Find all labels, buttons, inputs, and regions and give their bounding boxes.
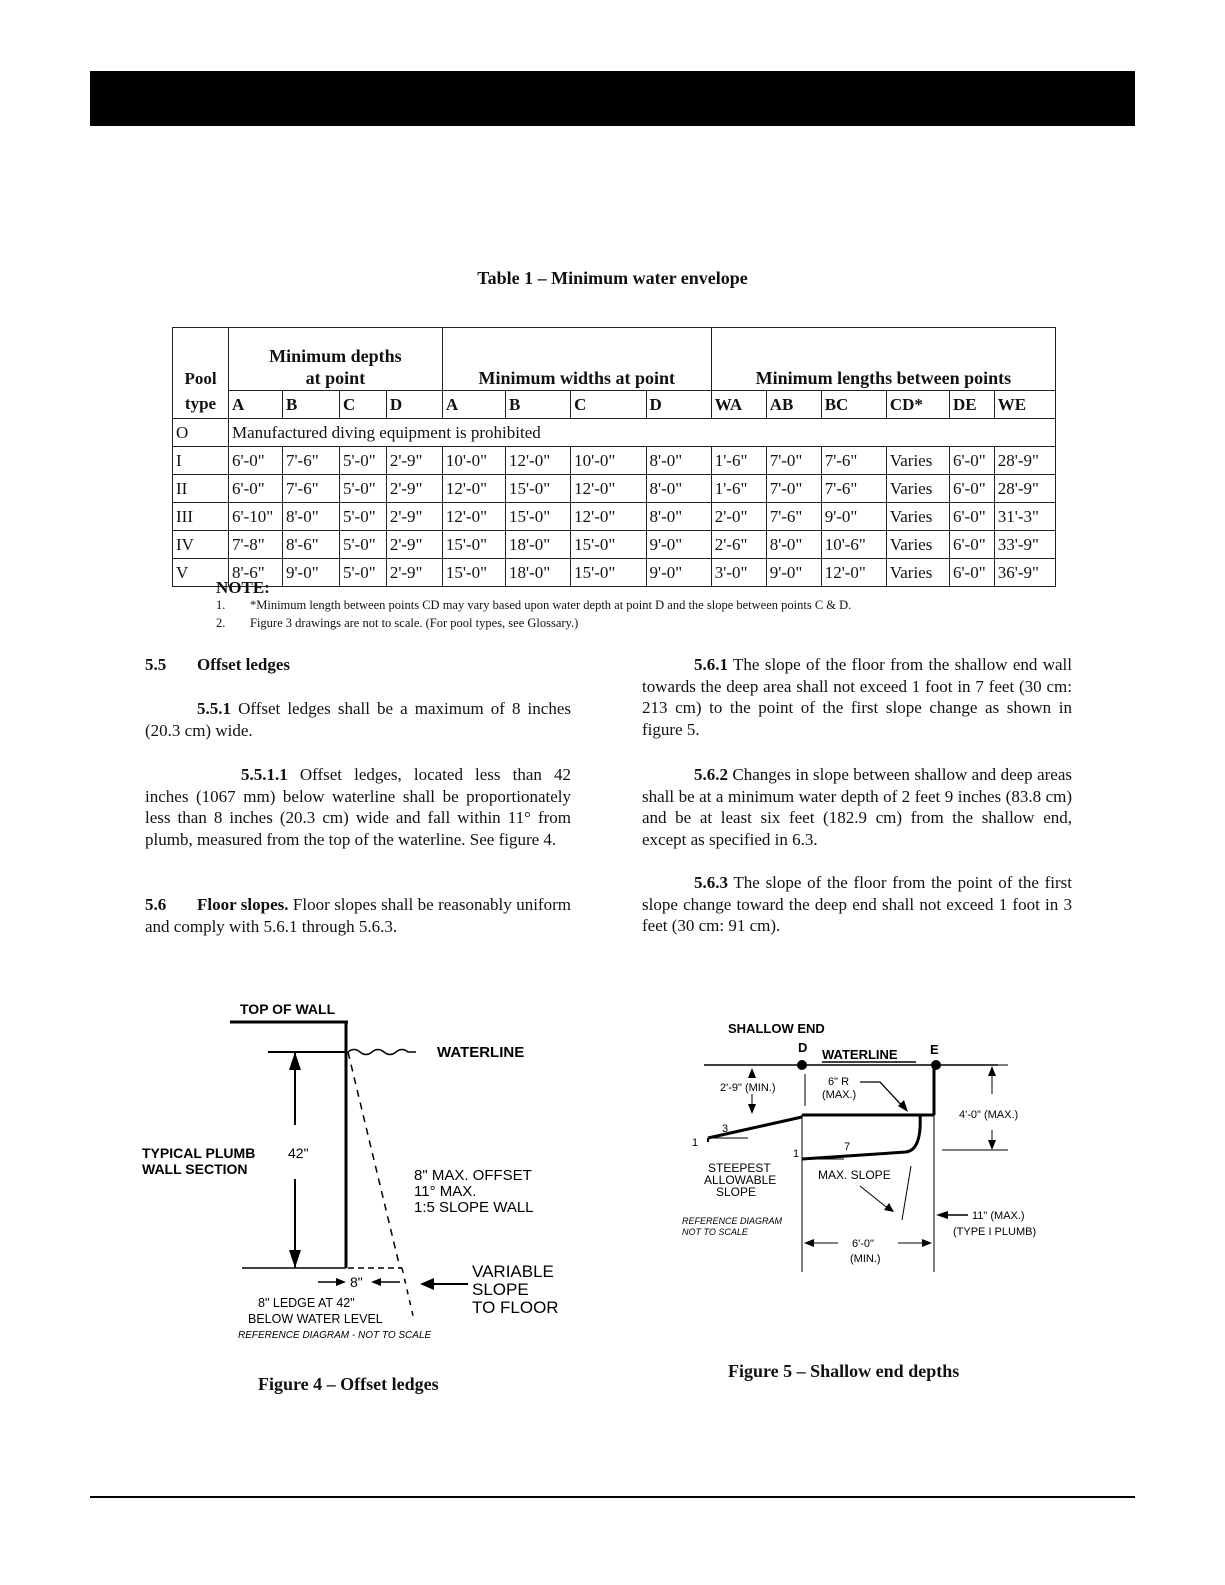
ratio-7-label: 7 [844,1141,851,1153]
paragraph-5-6-1: 5.6.1 The slope of the floor from the shallow end wall towards the deep area shall not exceed 1 foot in 7 feet (30 cm: 213 cm) to the point of the first slope change as shown in figure 5. [642,655,1072,739]
to-floor-label: TO FLOOR [472,1298,559,1317]
waterline-label: WATERLINE [822,1047,898,1062]
table-cell: 7'-6" [282,475,339,503]
table-cell: 10'-0" [442,447,505,475]
table-cell: 15'-0" [442,559,505,587]
table-cell: 2'-9" [386,559,442,587]
table-subheader-row [173,391,1056,419]
table-cell: 5'-0" [339,475,386,503]
table-cell: 2'-9" [386,447,442,475]
table-cell: 12'-0" [442,503,505,531]
table-cell: 5'-0" [339,447,386,475]
table-cell: 9'-0" [646,531,711,559]
figure-4-reference-note: REFERENCE DIAGRAM - NOT TO SCALE [238,1330,432,1341]
max-angle-label: 11° MAX. [414,1183,477,1200]
radius-max-label: (MAX.) [822,1089,857,1101]
type-header: type [173,391,229,419]
note-2: 2. Figure 3 drawings are not to scale. (For pool types, see Glossary.) [216,616,579,630]
min-distance-label: 6'-0" [852,1238,874,1250]
figure-5-caption: Figure 5 – Shallow end depths [728,1361,960,1381]
table-cell: 7'-0" [766,447,821,475]
length-col-header: WE [994,391,1055,419]
lengths-group-header: Minimum lengths between points [711,328,1055,391]
pool-type-cell: I [173,447,229,475]
top-of-wall-label: TOP OF WALL [240,1001,336,1017]
table-cell: Varies [886,447,949,475]
table-cell: Varies [886,531,949,559]
point-d-label: D [798,1040,808,1055]
figure-4-offset-ledges-diagram [130,990,600,1350]
radius-label: 6" R [828,1076,850,1088]
figure-5-shallow-end-diagram [678,1014,1068,1274]
pool-header: Pool [173,328,229,391]
water-envelope-table [172,327,1056,587]
ratio-3-label: 3 [722,1123,729,1135]
table-cell: 15'-0" [505,503,570,531]
min-depth-label: 2'-9" (MIN.) [720,1082,776,1094]
width-col-header: A [442,391,505,419]
depth-col-header: A [229,391,283,419]
table-cell: 12'-0" [571,475,646,503]
typical-plumb-label: TYPICAL PLUMB [142,1145,256,1161]
table-row [173,447,1056,475]
table-cell: Varies [886,503,949,531]
paragraph-5-5-1-1: 5.5.1.1 Offset ledges, located less than 42 inches (1067 mm) below waterline shall be proportionately less than 8 inches (20.3 cm) wide and fall within 11° from plumb, measured from the top of the waterline. See figure 4. [145,765,571,849]
max-slope-label: MAX. SLOPE [818,1168,891,1182]
table-cell: 31'-3" [994,503,1055,531]
table-cell: 5'-0" [339,503,386,531]
length-col-header: BC [821,391,886,419]
min-distance-min-label: (MIN.) [850,1253,881,1265]
table-cell: Varies [886,559,949,587]
ratio-1b-label: 1 [793,1148,800,1160]
table-cell: 18'-0" [505,559,570,587]
table-header-row [173,328,1056,391]
table-cell: 2'-9" [386,503,442,531]
figure-4-caption: Figure 4 – Offset ledges [258,1374,439,1394]
wall-section-label: WALL SECTION [142,1161,248,1177]
table-cell: 7'-6" [766,503,821,531]
table-cell: 6'-0" [949,531,994,559]
steepest-label: STEEPEST [708,1161,771,1175]
type-i-plumb-label: (TYPE I PLUMB) [953,1226,1037,1238]
table-cell: 1'-6" [711,475,766,503]
table-cell: 36'-9" [994,559,1055,587]
width-col-header: C [571,391,646,419]
table-cell: 7'-6" [282,447,339,475]
length-col-header: CD* [886,391,949,419]
table-cell: 6'-10" [229,503,283,531]
table-cell: 7'-6" [821,447,886,475]
length-col-header: AB [766,391,821,419]
point-e-label: E [930,1042,939,1057]
table-cell: 8'-6" [282,531,339,559]
table-cell: Varies [886,475,949,503]
table-cell: 6'-0" [229,447,283,475]
table-cell: 12'-0" [442,475,505,503]
waterline-label: WATERLINE [437,1044,525,1061]
width-col-header: D [646,391,711,419]
section-5-6-paragraph: 5.6 Floor slopes. Floor slopes shall be reasonably uniform and comply with 5.6.1 through 5.6.3. [145,895,571,936]
depth-col-header: C [339,391,386,419]
section-5-5-heading: 5.5 Offset ledges [145,655,291,674]
table-cell: 2'-6" [711,531,766,559]
table-cell: 10'-0" [571,447,646,475]
depths-group-header: Minimum depths at point [229,328,443,391]
table-cell: 2'-9" [386,475,442,503]
table-cell: 9'-0" [282,559,339,587]
ledge-at-42-label: 8" LEDGE AT 42" [258,1296,355,1310]
reference-diagram-label: REFERENCE DIAGRAM [682,1216,783,1226]
footer-rule [90,1496,1135,1498]
dimension-42-label: 42" [288,1145,309,1161]
depth-col-header: B [282,391,339,419]
table-cell: 1'-6" [711,447,766,475]
table-cell: 6'-0" [949,475,994,503]
paragraph-5-6-3: 5.6.3 The slope of the floor from the point of the first slope change toward the deep end shall not exceed 1 foot in 3 feet (30 cm: 91 cm). [642,873,1072,935]
table-row [173,559,1056,587]
depth-col-header: D [386,391,442,419]
table-cell: 33'-9" [994,531,1055,559]
table-cell: 5'-0" [339,531,386,559]
length-col-header: WA [711,391,766,419]
ledge-dimension-label: 8" [350,1274,363,1290]
table-cell: 7'-8" [229,531,283,559]
table-row [173,503,1056,531]
table-cell: 9'-0" [646,559,711,587]
table-cell: 5'-0" [339,559,386,587]
table-row [173,475,1056,503]
table-cell: 15'-0" [442,531,505,559]
pool-type-cell: II [173,475,229,503]
note-1: 1. *Minimum length between points CD may vary based upon water depth at point D and the slope between points C & D. [216,598,852,612]
table-cell: 12'-0" [505,447,570,475]
table-cell: 15'-0" [571,559,646,587]
max-depth-label: 4'-0" (MAX.) [959,1109,1019,1121]
pool-type-cell: III [173,503,229,531]
table-cell: 8'-0" [766,531,821,559]
table-cell: 18'-0" [505,531,570,559]
not-to-scale-label: NOT TO SCALE [682,1227,748,1237]
table-cell: 12'-0" [821,559,886,587]
shallow-end-label: SHALLOW END [728,1021,825,1036]
table-cell: 9'-0" [821,503,886,531]
length-col-header: DE [949,391,994,419]
table-title: Table 1 – Minimum water envelope [477,268,748,288]
table-cell: 8'-0" [282,503,339,531]
table-cell: 10'-6" [821,531,886,559]
pool-type-cell: IV [173,531,229,559]
note-title: NOTE: [216,578,270,597]
below-water-level-label: BELOW WATER LEVEL [248,1312,383,1326]
slope-label: SLOPE [472,1280,529,1299]
table-cell: 6'-0" [229,475,283,503]
width-col-header: B [505,391,570,419]
plumb-max-label: 11" (MAX.) [972,1210,1025,1222]
pool-type-cell: O [173,419,229,447]
paragraph-5-5-1: 5.5.1 Offset ledges shall be a maximum of 8 inches (20.3 cm) wide. [145,699,571,740]
table-cell: 8'-0" [646,447,711,475]
table-cell: 7'-0" [766,475,821,503]
header-bar [90,71,1135,126]
allowable-label: ALLOWABLE [704,1173,777,1187]
table-row [173,419,1056,447]
prohibited-cell: Manufactured diving equipment is prohibited [229,419,1056,447]
table-cell: 8'-0" [646,475,711,503]
table-cell: 7'-6" [821,475,886,503]
table-cell: 2'-0" [711,503,766,531]
table-cell: 8'-6" [229,559,283,587]
table-cell: 6'-0" [949,503,994,531]
slope-wall-label: 1:5 SLOPE WALL [414,1199,534,1216]
table-cell: 15'-0" [571,531,646,559]
table-cell: 12'-0" [571,503,646,531]
table-cell: 8'-0" [646,503,711,531]
table-cell: 9'-0" [766,559,821,587]
table-cell: 3'-0" [711,559,766,587]
pool-type-cell: V [173,559,229,587]
table-cell: 28'-9" [994,475,1055,503]
widths-group-header: Minimum widths at point [442,328,711,391]
table-cell: 2'-9" [386,531,442,559]
paragraph-5-6-2: 5.6.2 Changes in slope between shallow and deep areas shall be at a minimum water depth of 2 feet 9 inches (83.8 cm) and be at least six feet (182.9 cm) from the shallow end, except as specified in 6.3. [642,765,1072,849]
table-cell: 28'-9" [994,447,1055,475]
table-cell: 6'-0" [949,559,994,587]
table-cell: 15'-0" [505,475,570,503]
max-offset-label: 8" MAX. OFFSET [414,1167,532,1184]
table-row [173,531,1056,559]
slope-label: SLOPE [716,1185,757,1199]
table-cell: 6'-0" [949,447,994,475]
ratio-1-label: 1 [692,1137,699,1149]
variable-label: VARIABLE [472,1262,554,1281]
